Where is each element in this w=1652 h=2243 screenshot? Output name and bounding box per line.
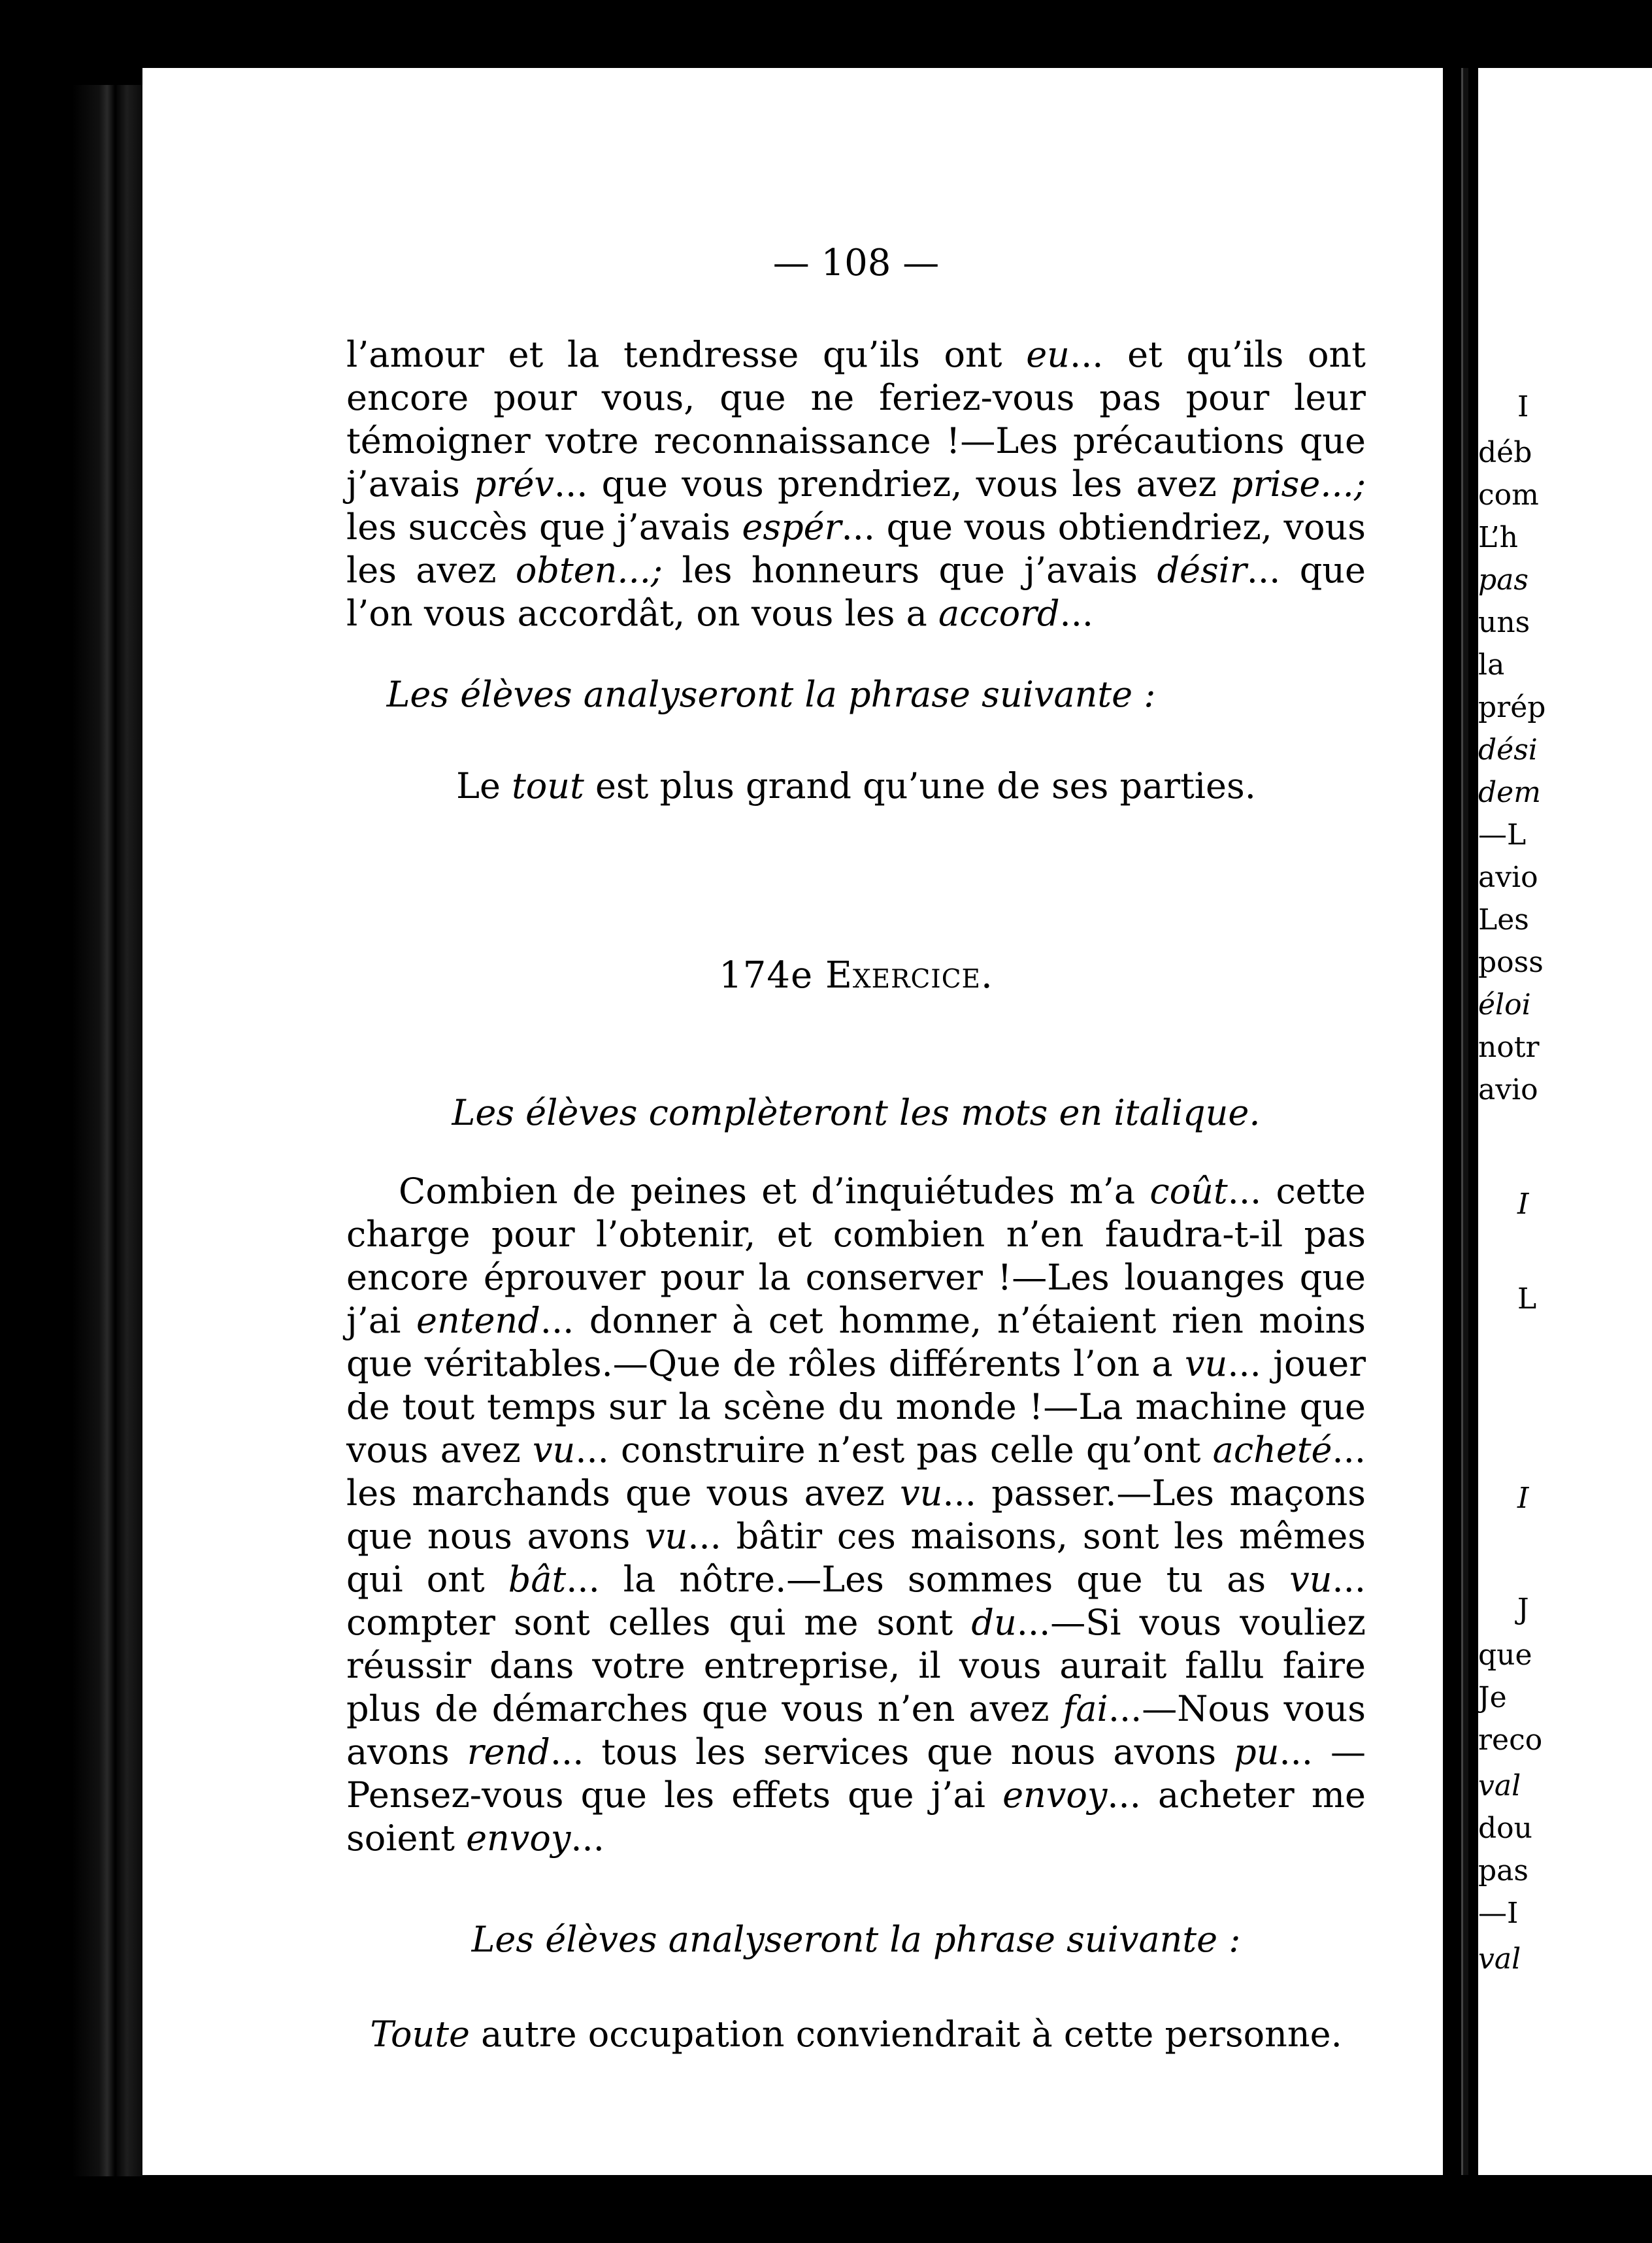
right-page-text-fragment: val bbox=[1478, 1769, 1521, 1803]
text-run: ... compter sont celles qui me sont bbox=[346, 1559, 1366, 1643]
italic-word-to-complete: envoy bbox=[466, 1818, 571, 1859]
right-page-text-fragment: Je bbox=[1478, 1681, 1507, 1714]
italic-word-to-complete: vu bbox=[900, 1472, 943, 1514]
italic-word-to-complete: rend bbox=[467, 1731, 550, 1772]
italic-word-to-complete: bât bbox=[508, 1559, 567, 1600]
text-run: ... bbox=[1059, 593, 1094, 634]
text-run: ... tous les services que nous avons bbox=[550, 1731, 1234, 1772]
italic-word-to-complete: prise...; bbox=[1231, 463, 1366, 505]
sentence-to-analyse-2: Toute autre occupation conviendrait à cette personne. bbox=[370, 2014, 1342, 2055]
italic-word-to-complete: prév bbox=[474, 463, 554, 505]
right-page-text-fragment: L bbox=[1517, 1282, 1537, 1316]
right-page-text-fragment: I bbox=[1517, 1188, 1529, 1221]
right-page-text-fragment: L’h bbox=[1478, 521, 1518, 554]
right-page-text-fragment: notr bbox=[1478, 1031, 1540, 1064]
text-run: les succès que j’avais bbox=[346, 507, 742, 548]
italic-word-to-complete: pu bbox=[1234, 1731, 1280, 1772]
italic-word-to-complete: vu bbox=[533, 1429, 576, 1470]
text-run: ... les marchands que vous avez bbox=[346, 1429, 1366, 1514]
instruction-analyse-1: Les élèves analyseront la phrase suivante : bbox=[386, 674, 1156, 715]
text-run: ...—Nous vous avons bbox=[346, 1688, 1366, 1772]
sentence-to-analyse-1: Le tout est plus grand qu’une de ses parties. bbox=[456, 765, 1256, 806]
text-run: ...—Si vous vouliez réussir dans votre entreprise, il vous aurait fallu faire plus de démarches que vous n’en avez bbox=[346, 1602, 1366, 1729]
paragraph-exercise-173-end bbox=[346, 333, 1366, 635]
text-run: ... jouer de tout temps sur la scène du monde !—La machine que vous avez bbox=[346, 1343, 1366, 1470]
right-page-text-fragment: val bbox=[1478, 1942, 1521, 1976]
italic-word-to-complete: désir bbox=[1157, 550, 1247, 591]
italic-word-to-complete: du bbox=[971, 1602, 1017, 1643]
text-run: ... bâtir ces maisons, sont les mêmes qui ont bbox=[346, 1516, 1366, 1600]
italic-word-to-complete: entend bbox=[416, 1300, 540, 1341]
instruction-analyse-2: Les élèves analyseront la phrase suivante : bbox=[471, 1919, 1241, 1960]
text-run: ... que vous prendriez, vous les avez bbox=[553, 463, 1231, 505]
right-page-text-fragment: déb bbox=[1478, 436, 1532, 469]
text-run: ... donner à cet homme, n’étaient rien moins que véritables.—Que de rôles différents l’on a bbox=[346, 1300, 1366, 1384]
italic-word-to-complete: vu bbox=[645, 1516, 688, 1557]
right-page-text-fragment: —L bbox=[1478, 818, 1527, 852]
book-gutter bbox=[1443, 68, 1477, 2159]
italic-word-to-complete: envoy bbox=[1002, 1774, 1108, 1816]
exercise-title: 174e Exercice. bbox=[719, 954, 993, 997]
right-page-text-fragment: I bbox=[1517, 1482, 1529, 1515]
italic-word-to-complete: espér bbox=[742, 507, 842, 548]
italic-word-to-complete: obten...; bbox=[515, 550, 663, 591]
italic-word-to-complete: coût bbox=[1149, 1171, 1228, 1212]
right-page-text-fragment: avio bbox=[1478, 861, 1538, 894]
italic-word-to-complete: fai bbox=[1063, 1688, 1108, 1729]
italic-word-to-complete: accord bbox=[938, 593, 1060, 634]
text-run: ... passer.—Les maçons que nous avons bbox=[346, 1472, 1366, 1557]
right-page-fragment bbox=[1478, 68, 1652, 2175]
right-page-text-fragment: poss bbox=[1478, 946, 1544, 979]
right-page-text-fragment: dou bbox=[1478, 1812, 1532, 1845]
right-page-text-fragment: prép bbox=[1478, 691, 1546, 724]
text-run: ... la nôtre.—Les sommes que tu as bbox=[566, 1559, 1290, 1600]
right-page-text-fragment: avio bbox=[1478, 1073, 1538, 1106]
right-page-text-fragment: Les bbox=[1478, 903, 1529, 937]
right-page-text-fragment: la bbox=[1478, 648, 1505, 682]
right-page-text-fragment: dési bbox=[1478, 733, 1538, 767]
paragraph-exercise-174 bbox=[346, 1170, 1366, 1860]
right-page-text-fragment: reco bbox=[1478, 1723, 1543, 1757]
italic-word-to-complete: eu bbox=[1026, 334, 1070, 375]
text-run: ... construire n’est pas celle qu’ont bbox=[575, 1429, 1213, 1470]
text-run: ... cette charge pour l’obtenir, et combien n’en faudra-t-il pas encore éprouver pour la conserver !—Les louanges que j’ai bbox=[346, 1171, 1366, 1341]
italic-word-to-complete: vu bbox=[1185, 1343, 1228, 1384]
right-page-text-fragment: dem bbox=[1478, 776, 1541, 809]
right-page-text-fragment: I bbox=[1517, 390, 1529, 424]
instruction-complete: Les élèves complèteront les mots en italique. bbox=[452, 1092, 1261, 1133]
book-spine-shadow bbox=[72, 85, 150, 2176]
right-page-text-fragment: éloi bbox=[1478, 988, 1531, 1022]
text-run: ... —Pensez-vous que les effets que j’ai bbox=[346, 1731, 1366, 1816]
right-page-text-fragment: —I bbox=[1478, 1897, 1519, 1930]
text-run: l’amour et la tendresse qu’ils ont bbox=[346, 334, 1027, 375]
text-run: ... que vous obtiendriez, vous les avez bbox=[346, 507, 1366, 591]
right-page-text-fragment: J bbox=[1517, 1593, 1529, 1626]
text-run: les honneurs que j’avais bbox=[663, 550, 1157, 591]
italic-word-to-complete: acheté bbox=[1212, 1429, 1332, 1470]
right-page-text-fragment: pas bbox=[1478, 1854, 1528, 1887]
text-run: ... acheter me soient bbox=[346, 1774, 1366, 1859]
text-run: ... que l’on vous accordât, on vous les a bbox=[346, 550, 1366, 634]
right-page-text-fragment: que bbox=[1478, 1638, 1532, 1672]
text-run: ... et qu’ils ont encore pour vous, que ne feriez-vous pas pour leur témoigner votre reconnaissance !—Les précautions que j’avais bbox=[346, 334, 1366, 505]
right-page-text-fragment: uns bbox=[1478, 606, 1530, 639]
right-page-text-fragment: pas bbox=[1478, 563, 1528, 597]
text-run: ... bbox=[570, 1818, 604, 1859]
italic-word-to-complete: vu bbox=[1289, 1559, 1332, 1600]
gutter-binding-line bbox=[1461, 68, 1468, 2175]
text-run: Combien de peines et d’inquiétudes m’a bbox=[399, 1171, 1150, 1212]
page-number: — 108 — bbox=[772, 242, 940, 284]
right-page-text-fragment: com bbox=[1478, 478, 1539, 512]
